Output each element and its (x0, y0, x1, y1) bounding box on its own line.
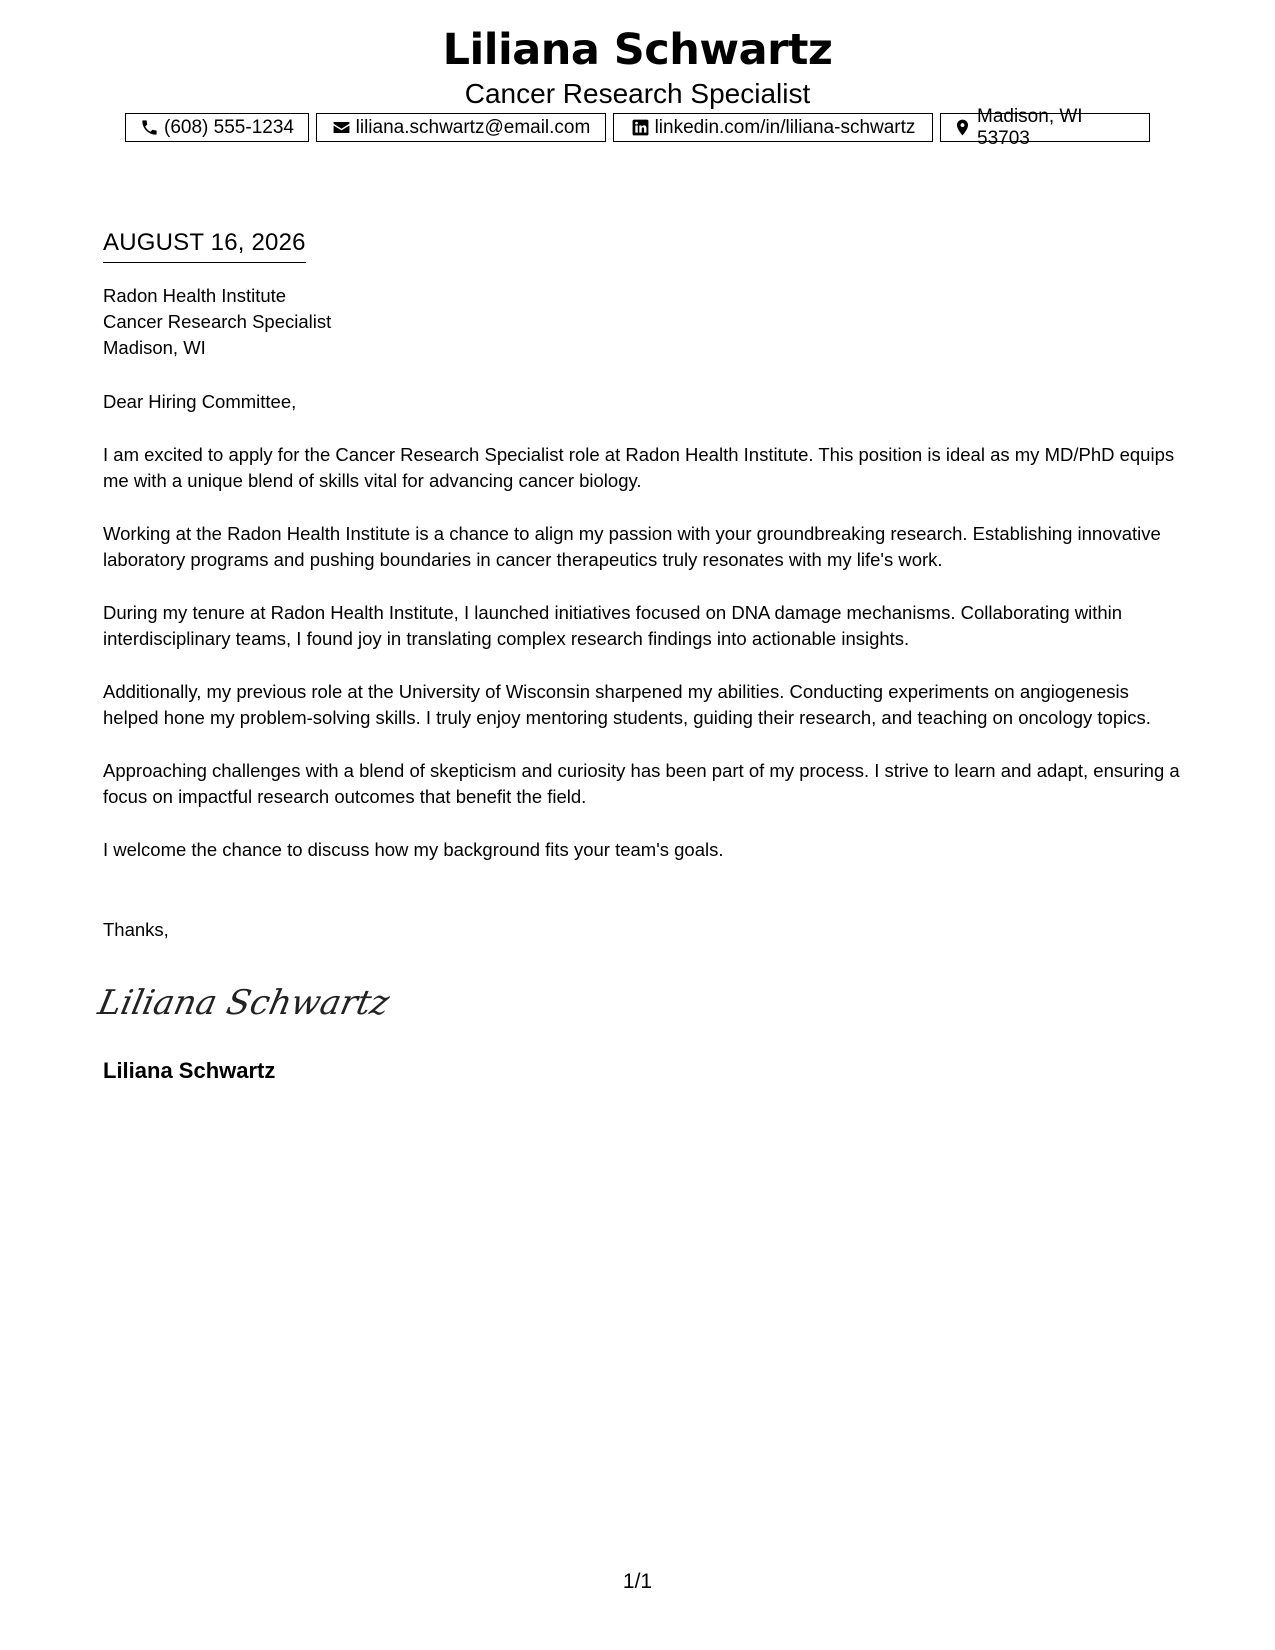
contact-linkedin[interactable] (613, 113, 933, 142)
location-text: Madison, WI 53703 (977, 105, 1083, 149)
salutation: Dear Hiring Committee, (103, 391, 297, 412)
email-text: liliana.schwartz@email.com (355, 116, 591, 138)
paragraph-3: During my tenure at Radon Health Institute, I launched initiatives focused on DNA damage mechanisms. Collaborating within interdisciplinary teams, I found joy in translating complex research findings into actionable insights. (103, 601, 1123, 649)
signer-name: Liliana Schwartz (103, 1057, 276, 1083)
letter-header (0, 22, 1275, 110)
closing: Thanks, (103, 919, 169, 940)
recipient-position: Cancer Research Specialist (103, 311, 332, 332)
paragraph-6: I welcome the chance to discuss how my background fits your team's goals. (103, 838, 724, 860)
handwritten-signature (94, 974, 1183, 1034)
contact-email[interactable] (316, 113, 606, 142)
letter-body (94, 226, 1183, 1086)
linkedin-text: linkedin.com/in/liliana-schwartz (654, 116, 916, 138)
letter-date: AUGUST 16, 2026 (103, 226, 306, 263)
paragraph-5: Approaching challenges with a blend of skepticism and curiosity has been part of my process. I strive to learn and adapt, ensuring a focus on impactful research outcomes that benefit the field. (103, 759, 1180, 807)
signature-graphic: Liliana Schwartz (94, 982, 393, 1023)
applicant-title: Cancer Research Specialist (464, 78, 811, 109)
applicant-name: Liliana Schwartz (442, 25, 833, 75)
paragraph-1: I am excited to apply for the Cancer Research Specialist role at Radon Health Institute. This position is ideal as my MD/PhD equips me with a unique blend of skills vital for advancing cancer biology. (103, 443, 1175, 491)
phone-icon (140, 118, 159, 137)
envelope-icon (332, 118, 351, 137)
recipient-block (103, 283, 1183, 361)
contact-location[interactable] (940, 105, 1150, 149)
recipient-location: Madison, WI (103, 337, 206, 358)
page-number: 1/1 (622, 1570, 653, 1593)
phone-text: (608) 555-1234 (164, 116, 294, 138)
paragraph-2: Working at the Radon Health Institute is a chance to align my passion with your groundbreaking research. Establishing innovative laboratory programs and pushing boundaries in cancer therapeutics truly resonates with my life's work. (103, 522, 1161, 570)
contact-phone[interactable] (125, 113, 309, 142)
paragraph-4: Additionally, my previous role at the University of Wisconsin sharpened my abilities. Conducting experiments on angiogenesis helped hone my problem-solving skills. I truly enjoy mentoring students, guiding their research, and teaching on oncology topics. (103, 680, 1151, 728)
contact-bar (0, 105, 1275, 149)
recipient-organization: Radon Health Institute (103, 285, 287, 306)
map-pin-icon (953, 118, 972, 137)
linkedin-icon (631, 118, 650, 137)
